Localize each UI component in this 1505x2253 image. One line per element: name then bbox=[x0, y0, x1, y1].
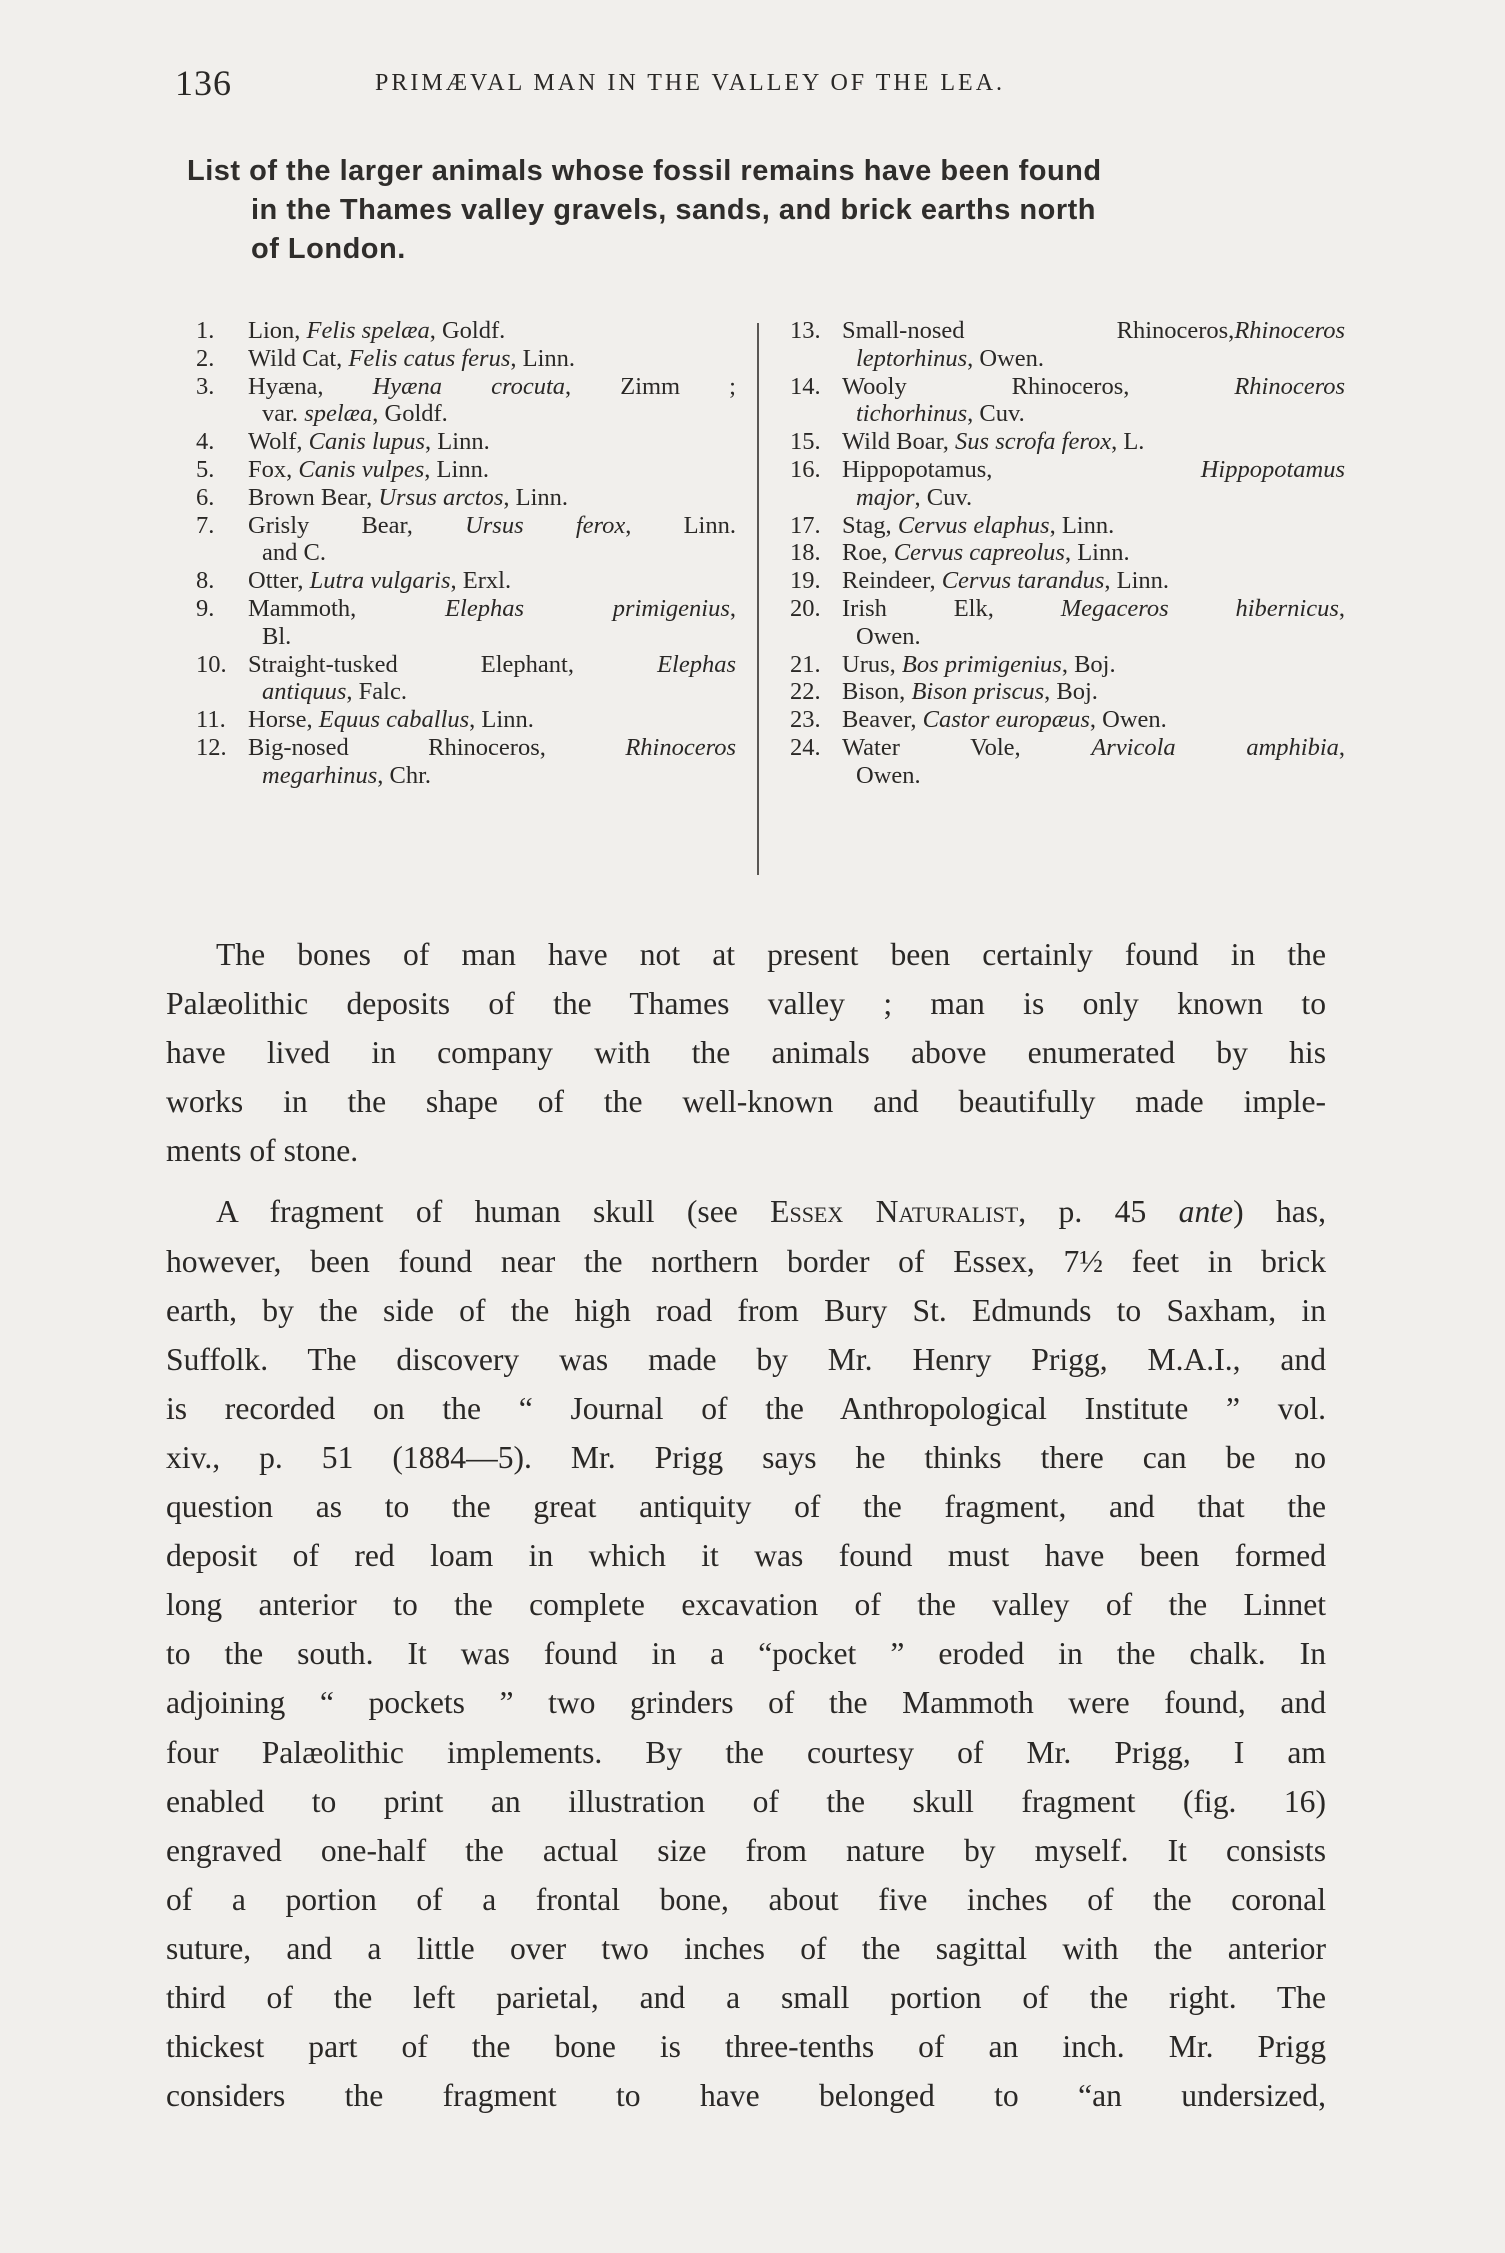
list-item-line: Bison, Bison priscus, Boj. bbox=[842, 678, 1098, 706]
list-item bbox=[196, 567, 736, 595]
species-name: Rhinoceros bbox=[1234, 317, 1345, 344]
list-item-line: Hippopotamus, Hippopotamus bbox=[842, 455, 1345, 483]
list-title-line: in the Thames valley gravels, sands, and brick earths north bbox=[251, 194, 1097, 226]
text-line: of a portion of a frontal bone, about five inches of the coronal bbox=[166, 1881, 1326, 1917]
list-item-number: 3. bbox=[196, 372, 215, 400]
list-item-line: Wolf, Canis lupus, Linn. bbox=[248, 428, 490, 456]
list-item-line: Bl. bbox=[262, 622, 292, 650]
page-header bbox=[175, 62, 1255, 106]
list-item bbox=[196, 456, 736, 484]
species-name: Lutra vulgaris bbox=[309, 567, 451, 595]
paragraph bbox=[166, 1187, 1326, 2120]
list-item-number: 7. bbox=[196, 511, 215, 539]
list-item-number: 15. bbox=[790, 428, 821, 456]
text-line: is recorded on the “ Journal of the Anthropological Institute ” vol. bbox=[166, 1390, 1326, 1426]
list-item-line: Brown Bear, Ursus arctos, Linn. bbox=[248, 483, 569, 511]
running-head: PRIMÆVAL MAN IN THE VALLEY OF THE LEA. bbox=[375, 70, 1006, 96]
list-item bbox=[196, 706, 736, 734]
species-name: Rhinoceros bbox=[1234, 372, 1345, 400]
list-item bbox=[196, 595, 736, 651]
list-item-line: Beaver, Castor europæus, Owen. bbox=[842, 706, 1167, 734]
species-name: Elephas primigenius bbox=[445, 594, 730, 622]
list-item-line: Horse, Equus caballus, Linn. bbox=[248, 706, 534, 734]
species-name: Rhinoceros bbox=[625, 733, 736, 761]
species-name: Hippopotamus bbox=[1200, 455, 1345, 483]
list-title-line: List of the larger animals whose fossil remains have been found bbox=[187, 155, 1102, 187]
species-name: Equus caballus bbox=[318, 706, 470, 734]
list-item bbox=[790, 595, 1345, 651]
list-item bbox=[790, 734, 1345, 790]
list-item bbox=[196, 317, 736, 345]
paragraph-rest bbox=[166, 1286, 1326, 2121]
list-item-number: 11. bbox=[196, 706, 226, 734]
page-number: 136 bbox=[175, 63, 232, 103]
list-item-line: Stag, Cervus elaphus, Linn. bbox=[842, 511, 1115, 539]
species-name: antiquus bbox=[262, 678, 347, 706]
list-item-number: 5. bbox=[196, 455, 215, 483]
species-name: Hyæna crocuta bbox=[372, 372, 566, 400]
animal-list-left bbox=[196, 317, 736, 790]
list-item bbox=[790, 678, 1345, 706]
text-line: long anterior to the complete excavation of the valley of the Linnet bbox=[166, 1587, 1326, 1623]
text-line: have lived in company with the animals above enumerated by his bbox=[166, 1035, 1326, 1071]
list-item bbox=[790, 512, 1345, 540]
text-run: A fragment of human skull (see bbox=[216, 1194, 771, 1230]
list-item-line: megarhinus, Chr. bbox=[262, 761, 432, 789]
list-item bbox=[790, 567, 1345, 595]
species-name: Canis lupus bbox=[308, 428, 426, 456]
text-line: works in the shape of the well-known and beautifully made imple- bbox=[166, 1084, 1326, 1120]
text-line: Palæolithic deposits of the Thames valley ; man is only known to bbox=[166, 986, 1326, 1022]
list-item-line: Otter, Lutra vulgaris, Erxl. bbox=[248, 567, 512, 595]
list-item bbox=[790, 706, 1345, 734]
species-name: Elephas bbox=[657, 650, 736, 678]
list-item-line: Lion, Felis spelæa, Goldf. bbox=[248, 317, 506, 344]
list-item-line: Urus, Bos primigenius, Boj. bbox=[842, 650, 1116, 678]
list-item bbox=[790, 373, 1345, 429]
species-name: Castor europæus bbox=[922, 706, 1090, 734]
species-name: Bison priscus bbox=[911, 678, 1045, 706]
species-name: Ursus arctos bbox=[378, 483, 504, 511]
text-line: to the south. It was found in a “pocket ” eroded in the chalk. In bbox=[166, 1636, 1326, 1672]
list-item-number: 6. bbox=[196, 483, 215, 511]
list-item-line: Wild Boar, Sus scrofa ferox, L. bbox=[842, 428, 1145, 456]
list-item-number: 22. bbox=[790, 678, 821, 706]
text-line: question as to the great antiquity of the fragment, and that the bbox=[166, 1489, 1326, 1525]
text-line bbox=[166, 1187, 1326, 1236]
list-item-number: 23. bbox=[790, 706, 821, 734]
species-name: Felis catus ferus bbox=[348, 344, 511, 372]
list-item bbox=[196, 428, 736, 456]
list-item-line: Roe, Cervus capreolus, Linn. bbox=[842, 539, 1130, 567]
list-item-number: 2. bbox=[196, 344, 215, 372]
list-item-line: Small-nosed Rhinoceros,Rhinoceros bbox=[842, 317, 1345, 344]
species-name: leptorhinus bbox=[856, 344, 968, 372]
list-item bbox=[790, 539, 1345, 567]
list-item-number: 14. bbox=[790, 372, 821, 400]
text-line: deposit of red loam in which it was found must have been formed bbox=[166, 1538, 1326, 1574]
text-line: engraved one-half the actual size from nature by myself. It consists bbox=[166, 1832, 1326, 1868]
list-item-number: 4. bbox=[196, 428, 215, 456]
list-item-line: Owen. bbox=[856, 622, 921, 650]
species-name: Cervus tarandus bbox=[941, 567, 1105, 595]
list-item bbox=[196, 734, 736, 790]
species-name: Bos primigenius bbox=[901, 650, 1062, 678]
species-name: spelæa bbox=[304, 400, 373, 428]
text-line: third of the left parietal, and a small portion of the right. The bbox=[166, 1979, 1326, 2015]
text-line: ments of stone. bbox=[166, 1133, 359, 1169]
species-name: major bbox=[856, 483, 915, 511]
species-name: Cervus capreolus bbox=[893, 539, 1065, 567]
column-divider bbox=[757, 323, 759, 875]
list-item-line: Hyæna, Hyæna crocuta, Zimm ; bbox=[248, 372, 736, 400]
text-line: Suffolk. The discovery was made by Mr. Henry Prigg, M.A.I., and bbox=[166, 1341, 1326, 1377]
list-item-line: Big-nosed Rhinoceros, Rhinoceros bbox=[248, 733, 736, 761]
list-item bbox=[196, 512, 736, 568]
species-name: Arvicola amphibia bbox=[1091, 733, 1339, 761]
list-item-number: 16. bbox=[790, 455, 821, 483]
list-item-number: 17. bbox=[790, 511, 821, 539]
list-item bbox=[790, 317, 1345, 373]
list-item-line: var. spelæa, Goldf. bbox=[262, 400, 448, 428]
paragraph bbox=[166, 930, 1326, 1175]
list-item-line: Reindeer, Cervus tarandus, Linn. bbox=[842, 567, 1170, 595]
list-title bbox=[187, 152, 1347, 269]
journal-name: Essex Naturalist bbox=[770, 1194, 1019, 1230]
list-item-number: 18. bbox=[790, 539, 821, 567]
list-item-number: 21. bbox=[790, 650, 821, 678]
species-name: Canis vulpes bbox=[298, 455, 425, 483]
list-item-line: Wild Cat, Felis catus ferus, Linn. bbox=[248, 344, 576, 372]
text-line: considers the fragment to have belonged to “an undersized, bbox=[166, 2078, 1326, 2114]
species-name: Cervus elaphus bbox=[897, 511, 1050, 539]
list-item-line: antiquus, Falc. bbox=[262, 678, 407, 706]
list-item bbox=[790, 428, 1345, 456]
species-name: Felis spelæa bbox=[306, 317, 430, 344]
list-item-line: Straight-tusked Elephant, Elephas bbox=[248, 650, 736, 678]
text-line: xiv., p. 51 (1884—5). Mr. Prigg says he thinks there can be no bbox=[166, 1439, 1326, 1475]
list-item-line: leptorhinus, Owen. bbox=[856, 344, 1045, 372]
list-item-number: 8. bbox=[196, 567, 215, 595]
animal-list-right bbox=[790, 317, 1345, 790]
list-item-line: Water Vole, Arvicola amphibia, bbox=[842, 733, 1345, 761]
species-name: megarhinus bbox=[262, 761, 378, 789]
list-item-number: 12. bbox=[196, 733, 227, 761]
list-item-line: Mammoth, Elephas primigenius, bbox=[248, 594, 736, 622]
text-run: ) has, bbox=[1233, 1194, 1327, 1230]
species-name: tichorhinus bbox=[856, 400, 968, 428]
list-item-line: major, Cuv. bbox=[856, 483, 973, 511]
species-name: Ursus ferox bbox=[465, 511, 626, 539]
text-line: earth, by the side of the high road from Bury St. Edmunds to Saxham, in bbox=[166, 1292, 1326, 1328]
list-item bbox=[196, 373, 736, 429]
list-item bbox=[196, 345, 736, 373]
list-item-line: tichorhinus, Cuv. bbox=[856, 400, 1025, 428]
list-item-line: Irish Elk, Megaceros hibernicus, bbox=[842, 594, 1345, 622]
body-text bbox=[166, 930, 1326, 2120]
list-item-number: 9. bbox=[196, 594, 215, 622]
text-line: enabled to print an illustration of the skull fragment (fig. 16) bbox=[166, 1783, 1326, 1819]
italic-word: ante bbox=[1178, 1194, 1234, 1230]
list-item bbox=[790, 456, 1345, 512]
list-item-line: Fox, Canis vulpes, Linn. bbox=[248, 455, 489, 483]
text-line: suture, and a little over two inches of the sagittal with the anterior bbox=[166, 1930, 1326, 1966]
text-line: The bones of man have not at present been certainly found in the bbox=[216, 937, 1326, 972]
text-run: , p. 45 bbox=[1018, 1194, 1179, 1230]
list-item-line: Owen. bbox=[856, 761, 921, 789]
text-line: however, been found near the northern border of Essex, 7½ feet in brick bbox=[166, 1243, 1326, 1279]
list-item-line: Grisly Bear, Ursus ferox, Linn. bbox=[248, 511, 736, 539]
list-item-number: 19. bbox=[790, 567, 821, 595]
list-item-line: Wooly Rhinoceros, Rhinoceros bbox=[842, 372, 1345, 400]
text-line: four Palæolithic implements. By the courtesy of Mr. Prigg, I am bbox=[166, 1734, 1326, 1770]
species-name: Megaceros hibernicus bbox=[1060, 594, 1339, 622]
list-item-line: and C. bbox=[262, 539, 326, 567]
list-item-number: 10. bbox=[196, 650, 227, 678]
text-line: thickest part of the bone is three-tenths of an inch. Mr. Prigg bbox=[166, 2029, 1326, 2065]
list-item-number: 13. bbox=[790, 317, 821, 344]
species-name: Sus scrofa ferox bbox=[955, 428, 1112, 456]
list-item-number: 1. bbox=[196, 317, 215, 344]
list-item-number: 20. bbox=[790, 594, 821, 622]
text-line: adjoining “ pockets ” two grinders of the Mammoth were found, and bbox=[166, 1685, 1326, 1721]
list-title-line: of London. bbox=[251, 233, 406, 265]
list-item bbox=[196, 651, 736, 707]
list-item bbox=[790, 651, 1345, 679]
list-item bbox=[196, 484, 736, 512]
list-item-number: 24. bbox=[790, 733, 821, 761]
